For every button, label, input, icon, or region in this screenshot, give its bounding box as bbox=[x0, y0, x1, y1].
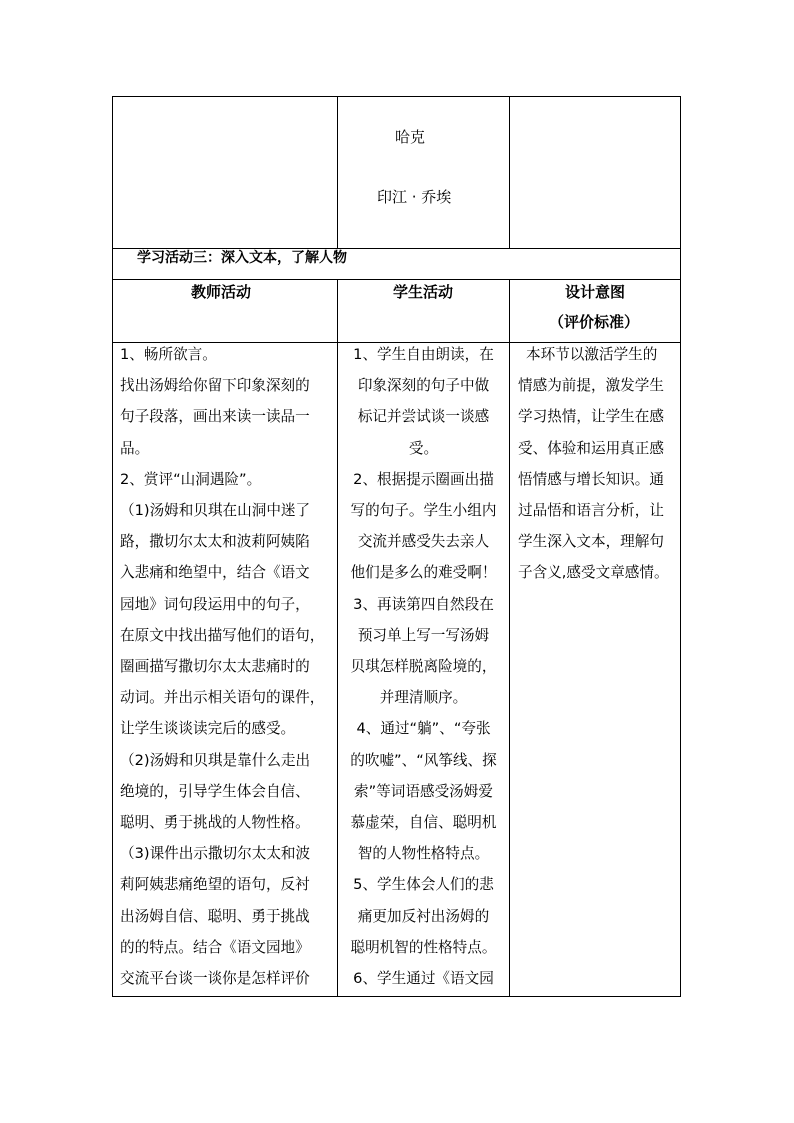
teacher-line: （2)汤姆和贝琪是靠什么走出 bbox=[120, 751, 311, 769]
divider bbox=[509, 97, 510, 248]
teacher-line: 莉阿姨悲痛绝望的语句，反衬 bbox=[120, 876, 310, 894]
student-line: 索”等词语感受汤姆爱 bbox=[354, 782, 493, 800]
teacher-line: 在原文中找出描写他们的语句， bbox=[120, 626, 325, 644]
design-intent-column bbox=[518, 339, 680, 589]
header-student-activity: 学生活动 bbox=[393, 283, 454, 301]
teacher-line: 出汤姆自信、聪明、勇于挑战 bbox=[120, 907, 310, 925]
student-line: 2、根据提示圈画出描 bbox=[353, 470, 494, 488]
lesson-plan-table bbox=[112, 96, 681, 997]
lesson-title: 哈克 bbox=[395, 128, 426, 146]
student-line: 贝琪怎样脱离险境的， bbox=[350, 658, 497, 676]
student-line: 印象深刻的句子中做 bbox=[357, 377, 490, 395]
student-line: 慕虚荣，自信、聪明机 bbox=[350, 814, 497, 832]
header-evaluation-criteria: （评价标准） bbox=[549, 313, 640, 331]
teacher-line: 1、畅所欲言。 bbox=[120, 346, 217, 363]
student-line: 的吹嘘”、“风筝线、探 bbox=[350, 751, 497, 769]
student-line: 5、学生体会人们的悲 bbox=[353, 876, 494, 894]
teacher-line: 2、赏评“山洞遇险”。 bbox=[120, 470, 262, 488]
design-line: 受、体验和运用真正感 bbox=[518, 439, 664, 457]
student-line: 聪明机智的性格特点。 bbox=[350, 938, 497, 956]
student-line: 预习单上写一写汤姆 bbox=[357, 626, 490, 644]
teacher-line: 让学生谈谈读完后的感受。 bbox=[120, 720, 296, 738]
teacher-line: （3)课件出示撒切尔太太和波 bbox=[120, 845, 311, 863]
divider bbox=[509, 279, 510, 996]
divider bbox=[113, 279, 680, 280]
teacher-line: 绝境的，引导学生体会自信、 bbox=[120, 782, 310, 800]
teacher-line: 品。 bbox=[120, 439, 150, 457]
student-activity-column bbox=[338, 339, 509, 994]
student-line: 智的人物性格特点。 bbox=[357, 845, 490, 863]
design-line: 本环节以激活学生的 bbox=[526, 346, 658, 363]
header-teacher-activity: 教师活动 bbox=[191, 283, 252, 301]
student-line: 并理清顺序。 bbox=[379, 689, 468, 707]
student-line: 4、通过“躺”、“夸张 bbox=[356, 720, 491, 738]
design-line: 子含义,感受文章感情。 bbox=[518, 564, 669, 582]
student-line: 交流并感受失去亲人 bbox=[357, 533, 490, 551]
teacher-line: 句子段落，画出来读一读品一 bbox=[120, 408, 310, 426]
section-title: 学习活动三：深入文本，了解人物 bbox=[137, 250, 347, 266]
teacher-activity-column bbox=[120, 339, 334, 994]
divider bbox=[337, 97, 338, 248]
design-line: 学生深入文本，理解句 bbox=[518, 533, 664, 551]
student-line: 6、学生通过《语文园 bbox=[353, 970, 494, 988]
teacher-line: 交流平台谈一谈你是怎样评价 bbox=[120, 970, 310, 988]
student-line: 标记并尝试谈一谈感 bbox=[357, 408, 490, 426]
student-line: 受。 bbox=[408, 439, 439, 457]
header-design-intent: 设计意图 bbox=[565, 283, 626, 301]
teacher-line: 的的特点。结合《语文园地》 bbox=[120, 938, 310, 956]
student-line: 写的句子。学生小组内 bbox=[350, 502, 497, 520]
student-line: 痛更加反衬出汤姆的 bbox=[357, 907, 490, 925]
teacher-line: 入悲痛和绝望中，结合《语文 bbox=[120, 564, 310, 582]
teacher-line: 圈画描写撒切尔太太悲痛时的 bbox=[120, 658, 310, 676]
teacher-line: 动词。并出示相关语句的课件， bbox=[120, 689, 325, 707]
design-line: 学习热情，让学生在感 bbox=[518, 408, 664, 426]
design-line: 过品悟和语言分析，让 bbox=[518, 502, 664, 520]
teacher-line: 园地》词句段运用中的句子， bbox=[120, 595, 310, 613]
teacher-line: （1)汤姆和贝琪在山洞中迷了 bbox=[120, 502, 311, 520]
teacher-line: 聪明、勇于挑战的人物性格。 bbox=[120, 814, 310, 832]
design-line: 情感为前提，激发学生 bbox=[518, 377, 664, 395]
student-line: 3、再读第四自然段在 bbox=[353, 595, 494, 613]
design-line: 悟情感与增长知识。通 bbox=[518, 470, 664, 488]
lesson-author: 印江 · 乔埃 bbox=[377, 188, 452, 206]
teacher-line: 路，撒切尔太太和波莉阿姨陷 bbox=[120, 533, 310, 551]
student-line: 1、学生自由朗读，在 bbox=[353, 346, 494, 363]
teacher-line: 找出汤姆给你留下印象深刻的 bbox=[120, 377, 310, 395]
student-line: 他们是多么的难受啊！ bbox=[350, 564, 497, 582]
